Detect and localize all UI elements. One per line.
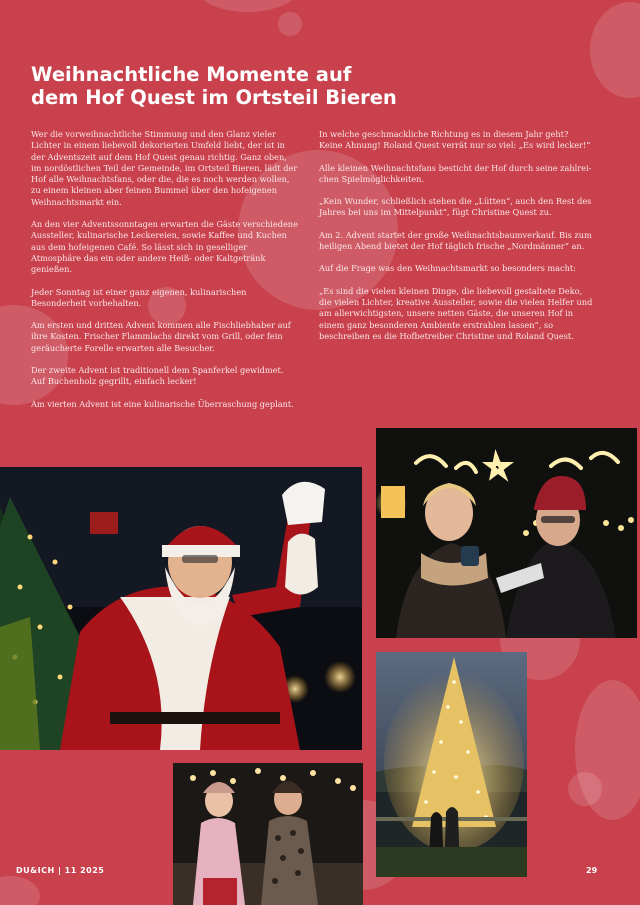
paragraph: An den vier Adventssonntagen erwarten die Gäste verschiedene Aussteller, kulinarische Leckereien, sowie Kaffee und Kuchen aus dem hofeigenen Café. So lässt sich in geselliger Atmosphäre das ein oder andere Heiß- oder Kaltgetränk genießen.	[31, 219, 298, 275]
paragraph: Am vierten Advent ist eine kulinarische Überraschung geplant.	[31, 398, 294, 409]
text-column-right	[319, 129, 593, 353]
paragraph: In welche geschmackliche Richtung es in diesem Jahr geht? Keine Ahnung! Roland Quest verrät nur so viel: „Es wird lecker!“	[319, 129, 591, 151]
paragraph: Wer die vorweihnachtliche Stimmung und den Glanz vieler Lichter in einem liebevoll dekorierten Umfeld liebt, der ist in der Adventszeit auf dem Hof Quest genau richtig. Ganz oben, im nordöstlichen Teil der Gemeinde, im Ortsteil Bieren, lädt der Hof alle Weihnachtsfans, oder die, die es noch werden wollen, zu einem kleinen aber feinen Bummel über den hofeigenen Weihnachtsmarkt ein.	[31, 129, 298, 207]
footer-brand: DU&ICH | 11 2025	[16, 866, 105, 875]
article-title	[31, 63, 451, 109]
visitors-photo	[376, 428, 637, 638]
paragraph: „Kein Wunder, schließlich stehen die „Lütten“, auch den Rest des Jahres bei uns im Mittelpunkt“, fügt Christine Quest zu.	[319, 196, 592, 218]
decor-bubble	[0, 876, 40, 905]
paragraph: Am 2. Advent startet der große Weihnachtsbaumverkauf. Bis zum heiligen Abend bietet der Hof täglich frische „Nordmänner“ an.	[319, 229, 592, 252]
title-line-2: dem Hof Quest im Ortsteil Bieren	[31, 86, 397, 109]
text-column-left	[31, 129, 299, 421]
title-line-1: Weihnachtliche Momente auf	[31, 63, 352, 86]
decor-bubble	[590, 2, 640, 98]
paragraph: „Es sind die vielen kleinen Dinge, die liebevoll gestaltete Deko, die vielen Lichter, kreative Aussteller, sowie die vielen Helfer und am allerwichtigsten, unsere netten Gäste, die unseren Hof in einem ganz besonderen Ambiente erstrahlen lassen“, so beschreiben es die Hofbetreiber Christine und Roland Quest.	[319, 285, 593, 341]
paragraph: Jeder Sonntag ist einer ganz eigenen, kulinarischen Besonderheit vorbehalten.	[31, 286, 247, 308]
paragraph: Der zweite Advent ist traditionell dem Spanferkel gewidmet. Auf Buchenholz gegrillt, einfach lecker!	[31, 365, 284, 387]
decor-bubble	[568, 772, 602, 806]
christmas-tree-photo	[376, 652, 527, 877]
decor-bubble	[278, 12, 302, 36]
paragraph: Am ersten und dritten Advent kommen alle Fischliebhaber auf ihre Kosten. Frischer Flammlachs direkt vom Grill, oder fein geräucherte Forelle erwarten alle Besucher.	[31, 320, 291, 353]
decor-bubble	[195, 0, 300, 12]
page-number: 29	[586, 866, 598, 875]
children-photo	[173, 763, 363, 905]
paragraph: Auf die Frage was den Weihnachtsmarkt so besonders macht:	[319, 263, 576, 274]
santa-photo	[0, 467, 362, 750]
paragraph: Alle kleinen Weihnachtsfans besticht der Hof durch seine zahlreichen Spielmöglichkeiten.	[319, 162, 592, 184]
